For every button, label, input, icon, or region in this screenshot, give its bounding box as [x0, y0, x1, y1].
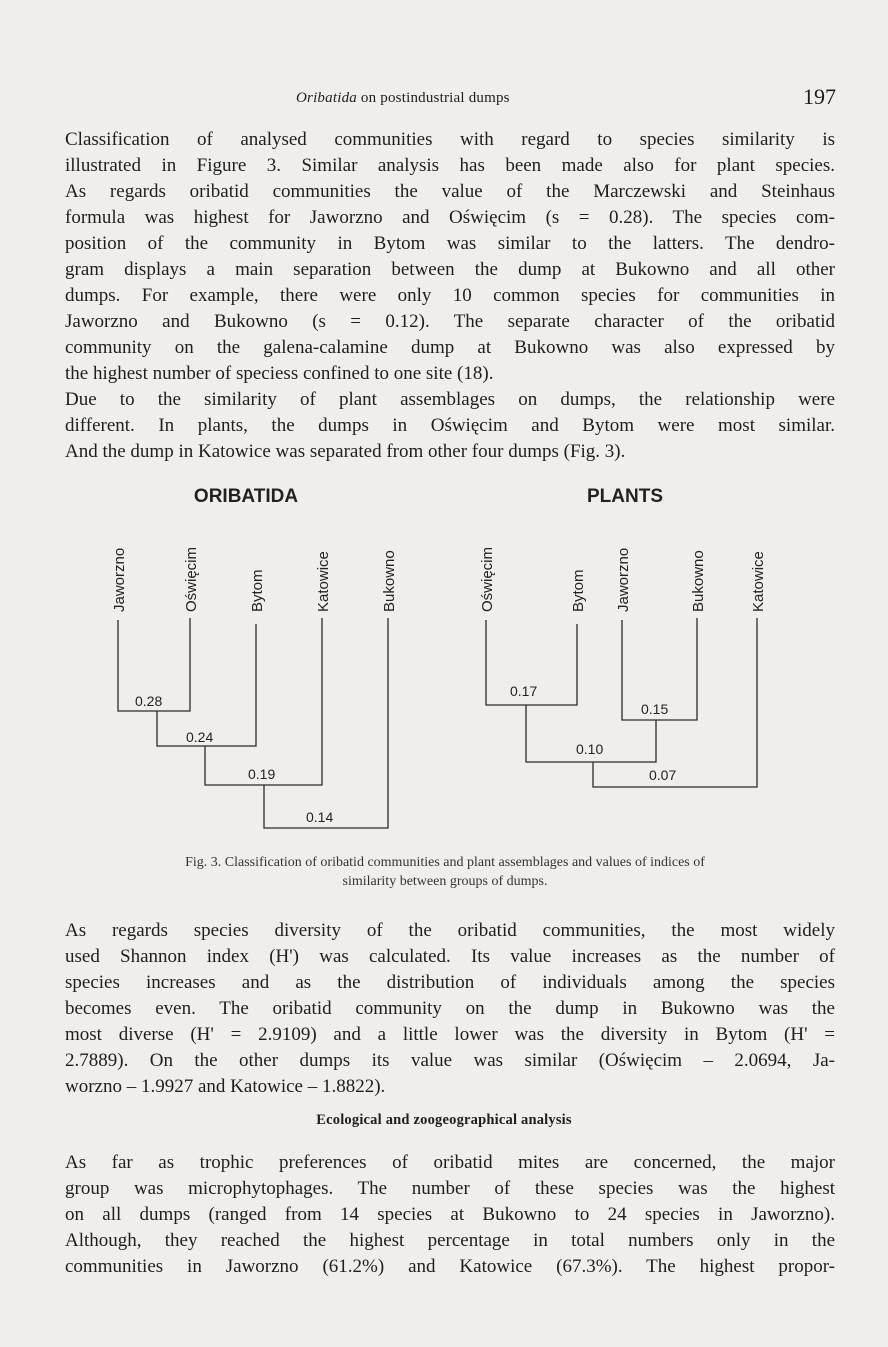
text-line: communities in Jaworzno (61.2%) and Katowice (67.3%). The highest propor-	[65, 1256, 835, 1277]
right-dendrogram-title: PLANTS	[587, 486, 663, 507]
running-header	[0, 84, 888, 114]
text-line: Jaworzno and Bukowno (s = 0.12). The separate character of the oribatid	[65, 311, 835, 332]
leaf-label: Oświęcim	[479, 546, 496, 612]
text-line: Due to the similarity of plant assemblages on dumps, the relationship were	[65, 389, 835, 410]
text-line: group was microphytophages. The number of these species was the highest	[65, 1178, 835, 1199]
running-title-italic: Oribatida	[296, 90, 357, 106]
paragraph-diversity	[65, 918, 835, 1100]
node-value: 0.24	[186, 729, 214, 745]
paragraph-plants	[65, 387, 835, 465]
text-line: 2.7889). On the other dumps its value was similar (Oświęcim – 2.0694, Ja-	[65, 1050, 835, 1071]
page-number: 197	[803, 84, 836, 109]
text-line: illustrated in Figure 3. Similar analysis has been made also for plant species.	[65, 155, 835, 176]
node-value: 0.17	[510, 683, 538, 699]
text-line: worzno – 1.9927 and Katowice – 1.8822).	[65, 1076, 386, 1097]
text-line: Classification of analysed communities with regard to species similarity is	[65, 129, 835, 150]
leaf-label: Bukowno	[381, 550, 398, 612]
text-line: the highest number of speciess confined to one site (18).	[65, 363, 494, 384]
text-line: And the dump in Katowice was separated from other four dumps (Fig. 3).	[65, 441, 626, 462]
node-value: 0.10	[576, 741, 604, 757]
paragraph-trophic	[65, 1150, 835, 1280]
figure-caption	[100, 853, 790, 891]
caption-line: similarity between groups of dumps.	[342, 874, 548, 889]
running-title	[296, 90, 510, 107]
node-value: 0.28	[135, 693, 163, 709]
paragraph-classification	[65, 127, 835, 387]
text-line: community on the galena-calamine dump at Bukowno was also expressed by	[65, 337, 835, 358]
node-value: 0.19	[248, 766, 276, 782]
left-dendrogram-lines	[118, 618, 757, 828]
node-value: 0.14	[306, 809, 334, 825]
text-line: formula was highest for Jaworzno and Oświęcim (s = 0.28). The species com-	[65, 207, 835, 228]
text-line: most diverse (H' = 2.9109) and a little lower was the diversity in Bytom (H' =	[65, 1024, 835, 1045]
text-line: As regards species diversity of the oribatid communities, the most widely	[65, 920, 835, 941]
text-line: becomes even. The oribatid community on the dump in Bukowno was the	[65, 998, 835, 1019]
running-title-rest: on postindustrial dumps	[356, 90, 510, 106]
text-line: gram displays a main separation between the dump at Bukowno and all other	[65, 259, 835, 280]
node-value: 0.15	[641, 701, 669, 717]
leaf-label: Bytom	[249, 569, 266, 612]
text-line: position of the community in Bytom was similar to the latters. The dendro-	[65, 233, 835, 254]
dendrogram-svg	[0, 470, 888, 850]
caption-line: Fig. 3. Classification of oribatid communities and plant assemblages and values of indices of	[185, 855, 705, 870]
text-line: As far as trophic preferences of oribatid mites are concerned, the major	[65, 1152, 835, 1173]
left-dendrogram-title: ORIBATIDA	[193, 486, 299, 507]
leaf-label: Jaworzno	[111, 547, 128, 612]
leaf-label: Katowice	[315, 551, 332, 612]
node-value: 0.07	[649, 767, 677, 783]
text-line: dumps. For example, there were only 10 common species for communities in	[65, 285, 835, 306]
text-line: on all dumps (ranged from 14 species at Bukowno to 24 species in Jaworzno).	[65, 1204, 835, 1225]
text-line: different. In plants, the dumps in Oświęcim and Bytom were most similar.	[65, 415, 835, 436]
figure-3-dendrograms	[0, 470, 888, 910]
text-line: used Shannon index (H') was calculated. Its value increases as the number of	[65, 946, 835, 967]
text-line: As regards oribatid communities the value of the Marczewski and Steinhaus	[65, 181, 835, 202]
leaf-label: Jaworzno	[615, 547, 632, 612]
section-heading: Ecological and zoogeographical analysis	[316, 1112, 572, 1128]
leaf-label: Bukowno	[690, 550, 707, 612]
text-line: species increases and as the distribution of individuals among the species	[65, 972, 835, 993]
leaf-label: Oświęcim	[183, 546, 200, 612]
leaf-label: Katowice	[750, 551, 767, 612]
text-line: Although, they reached the highest percentage in total numbers only in the	[65, 1230, 835, 1251]
leaf-label: Bytom	[570, 569, 587, 612]
